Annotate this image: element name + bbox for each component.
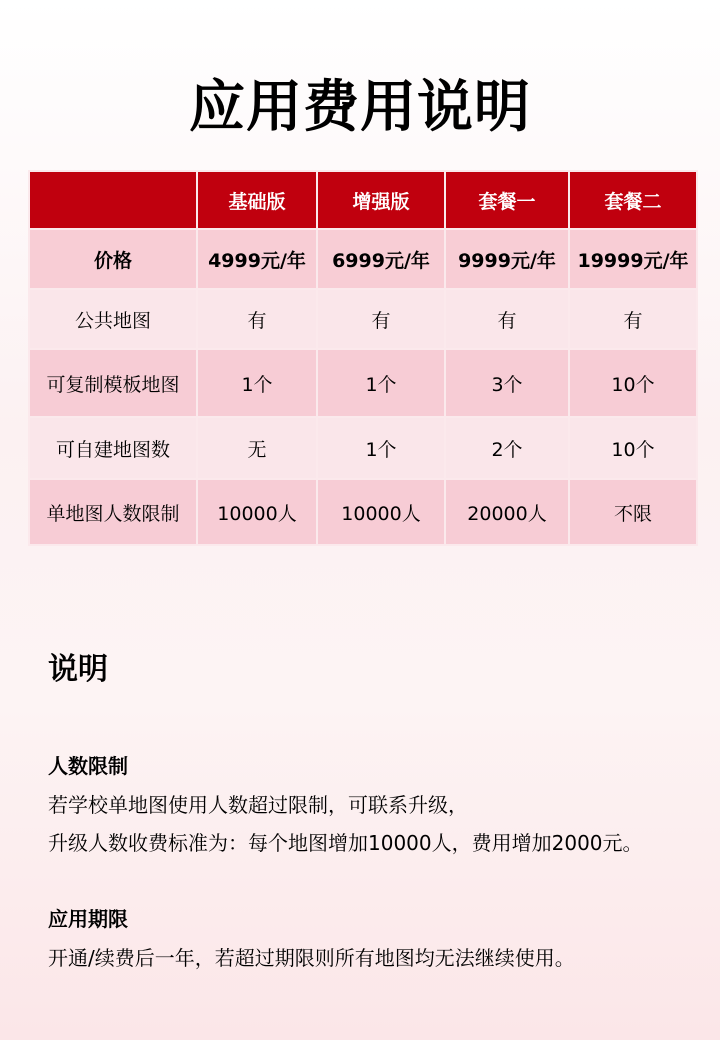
- table-cell: 10个: [569, 417, 697, 479]
- user-limit-line-1: 若学校单地图使用人数超过限制，可联系升级，: [48, 793, 468, 817]
- table-cell: 10个: [569, 349, 697, 417]
- table-cell: 10000人: [197, 479, 317, 545]
- table-cell: 公共地图: [29, 289, 197, 349]
- table-cell: 有: [445, 289, 569, 349]
- table-cell: 可复制模板地图: [29, 349, 197, 417]
- table-row-price: [29, 229, 697, 289]
- notes-heading: 说明: [48, 652, 108, 687]
- table-header-package-2: 套餐二: [569, 171, 697, 229]
- table-row-public-map: [29, 289, 697, 349]
- table-row-custom-maps: [29, 417, 697, 479]
- table-cell: 有: [317, 289, 445, 349]
- table-cell: 无: [197, 417, 317, 479]
- table-header-package-1: 套餐一: [445, 171, 569, 229]
- table-row-user-limit: [29, 479, 697, 545]
- table-cell: 可自建地图数: [29, 417, 197, 479]
- validity-title: 应用期限: [48, 907, 128, 931]
- validity-line-1: 开通/续费后一年，若超过期限则所有地图均无法继续使用。: [48, 946, 575, 970]
- table-header-enhanced: 增强版: [317, 171, 445, 229]
- table-cell: 20000人: [445, 479, 569, 545]
- table-cell: 有: [197, 289, 317, 349]
- table-cell: 3个: [445, 349, 569, 417]
- user-limit-line-2: 升级人数收费标准为：每个地图增加10000人，费用增加2000元。: [48, 831, 643, 855]
- table-cell: 不限: [569, 479, 697, 545]
- table-cell: 1个: [197, 349, 317, 417]
- table-cell: 价格: [29, 229, 197, 289]
- table-cell: 10000人: [317, 479, 445, 545]
- table-cell: 1个: [317, 417, 445, 479]
- table-cell: 19999元/年: [569, 229, 697, 289]
- table-cell: 4999元/年: [197, 229, 317, 289]
- table-cell: 有: [569, 289, 697, 349]
- table-cell: 9999元/年: [445, 229, 569, 289]
- table-header-corner: [29, 171, 197, 229]
- table-cell: 单地图人数限制: [29, 479, 197, 545]
- table-header-row: [29, 171, 697, 229]
- table-header-basic: 基础版: [197, 171, 317, 229]
- table-row-template-maps: [29, 349, 697, 417]
- pricing-table: [28, 170, 698, 546]
- table-cell: 6999元/年: [317, 229, 445, 289]
- table-cell: 1个: [317, 349, 445, 417]
- user-limit-title: 人数限制: [48, 754, 128, 778]
- page-title: 应用费用说明: [189, 75, 531, 140]
- table-cell: 2个: [445, 417, 569, 479]
